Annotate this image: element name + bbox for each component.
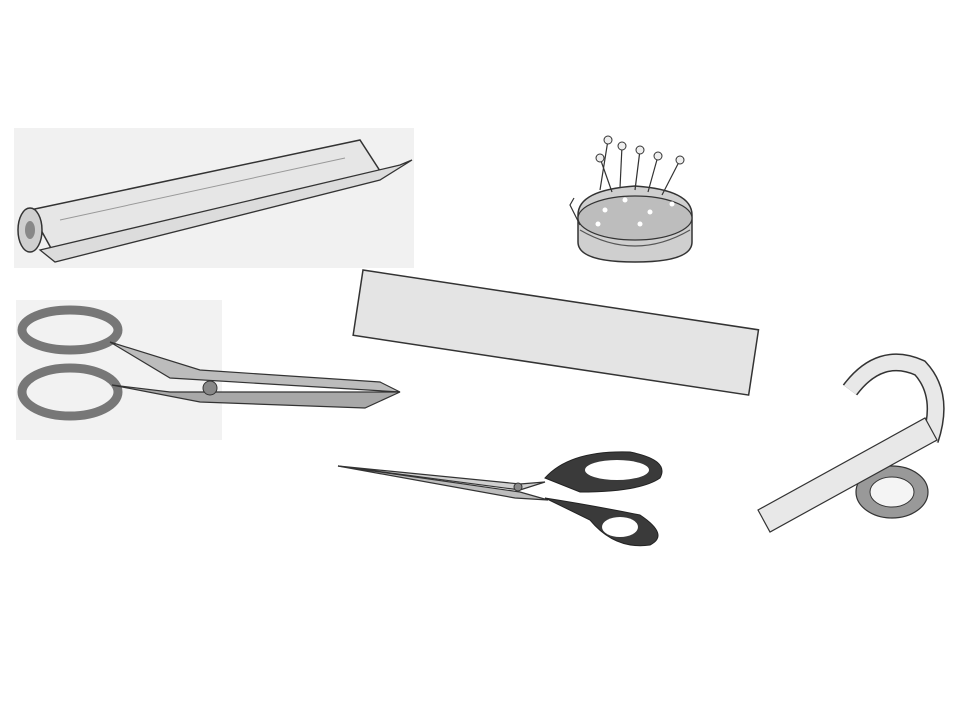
pin-cushion-icon xyxy=(570,136,692,262)
tailor-shears-icon xyxy=(16,300,400,440)
tracing-paper-roll-icon xyxy=(14,128,414,268)
ruler-icon xyxy=(353,270,758,395)
measuring-tape-icon xyxy=(758,362,937,532)
paper-scissors-icon xyxy=(338,452,662,546)
